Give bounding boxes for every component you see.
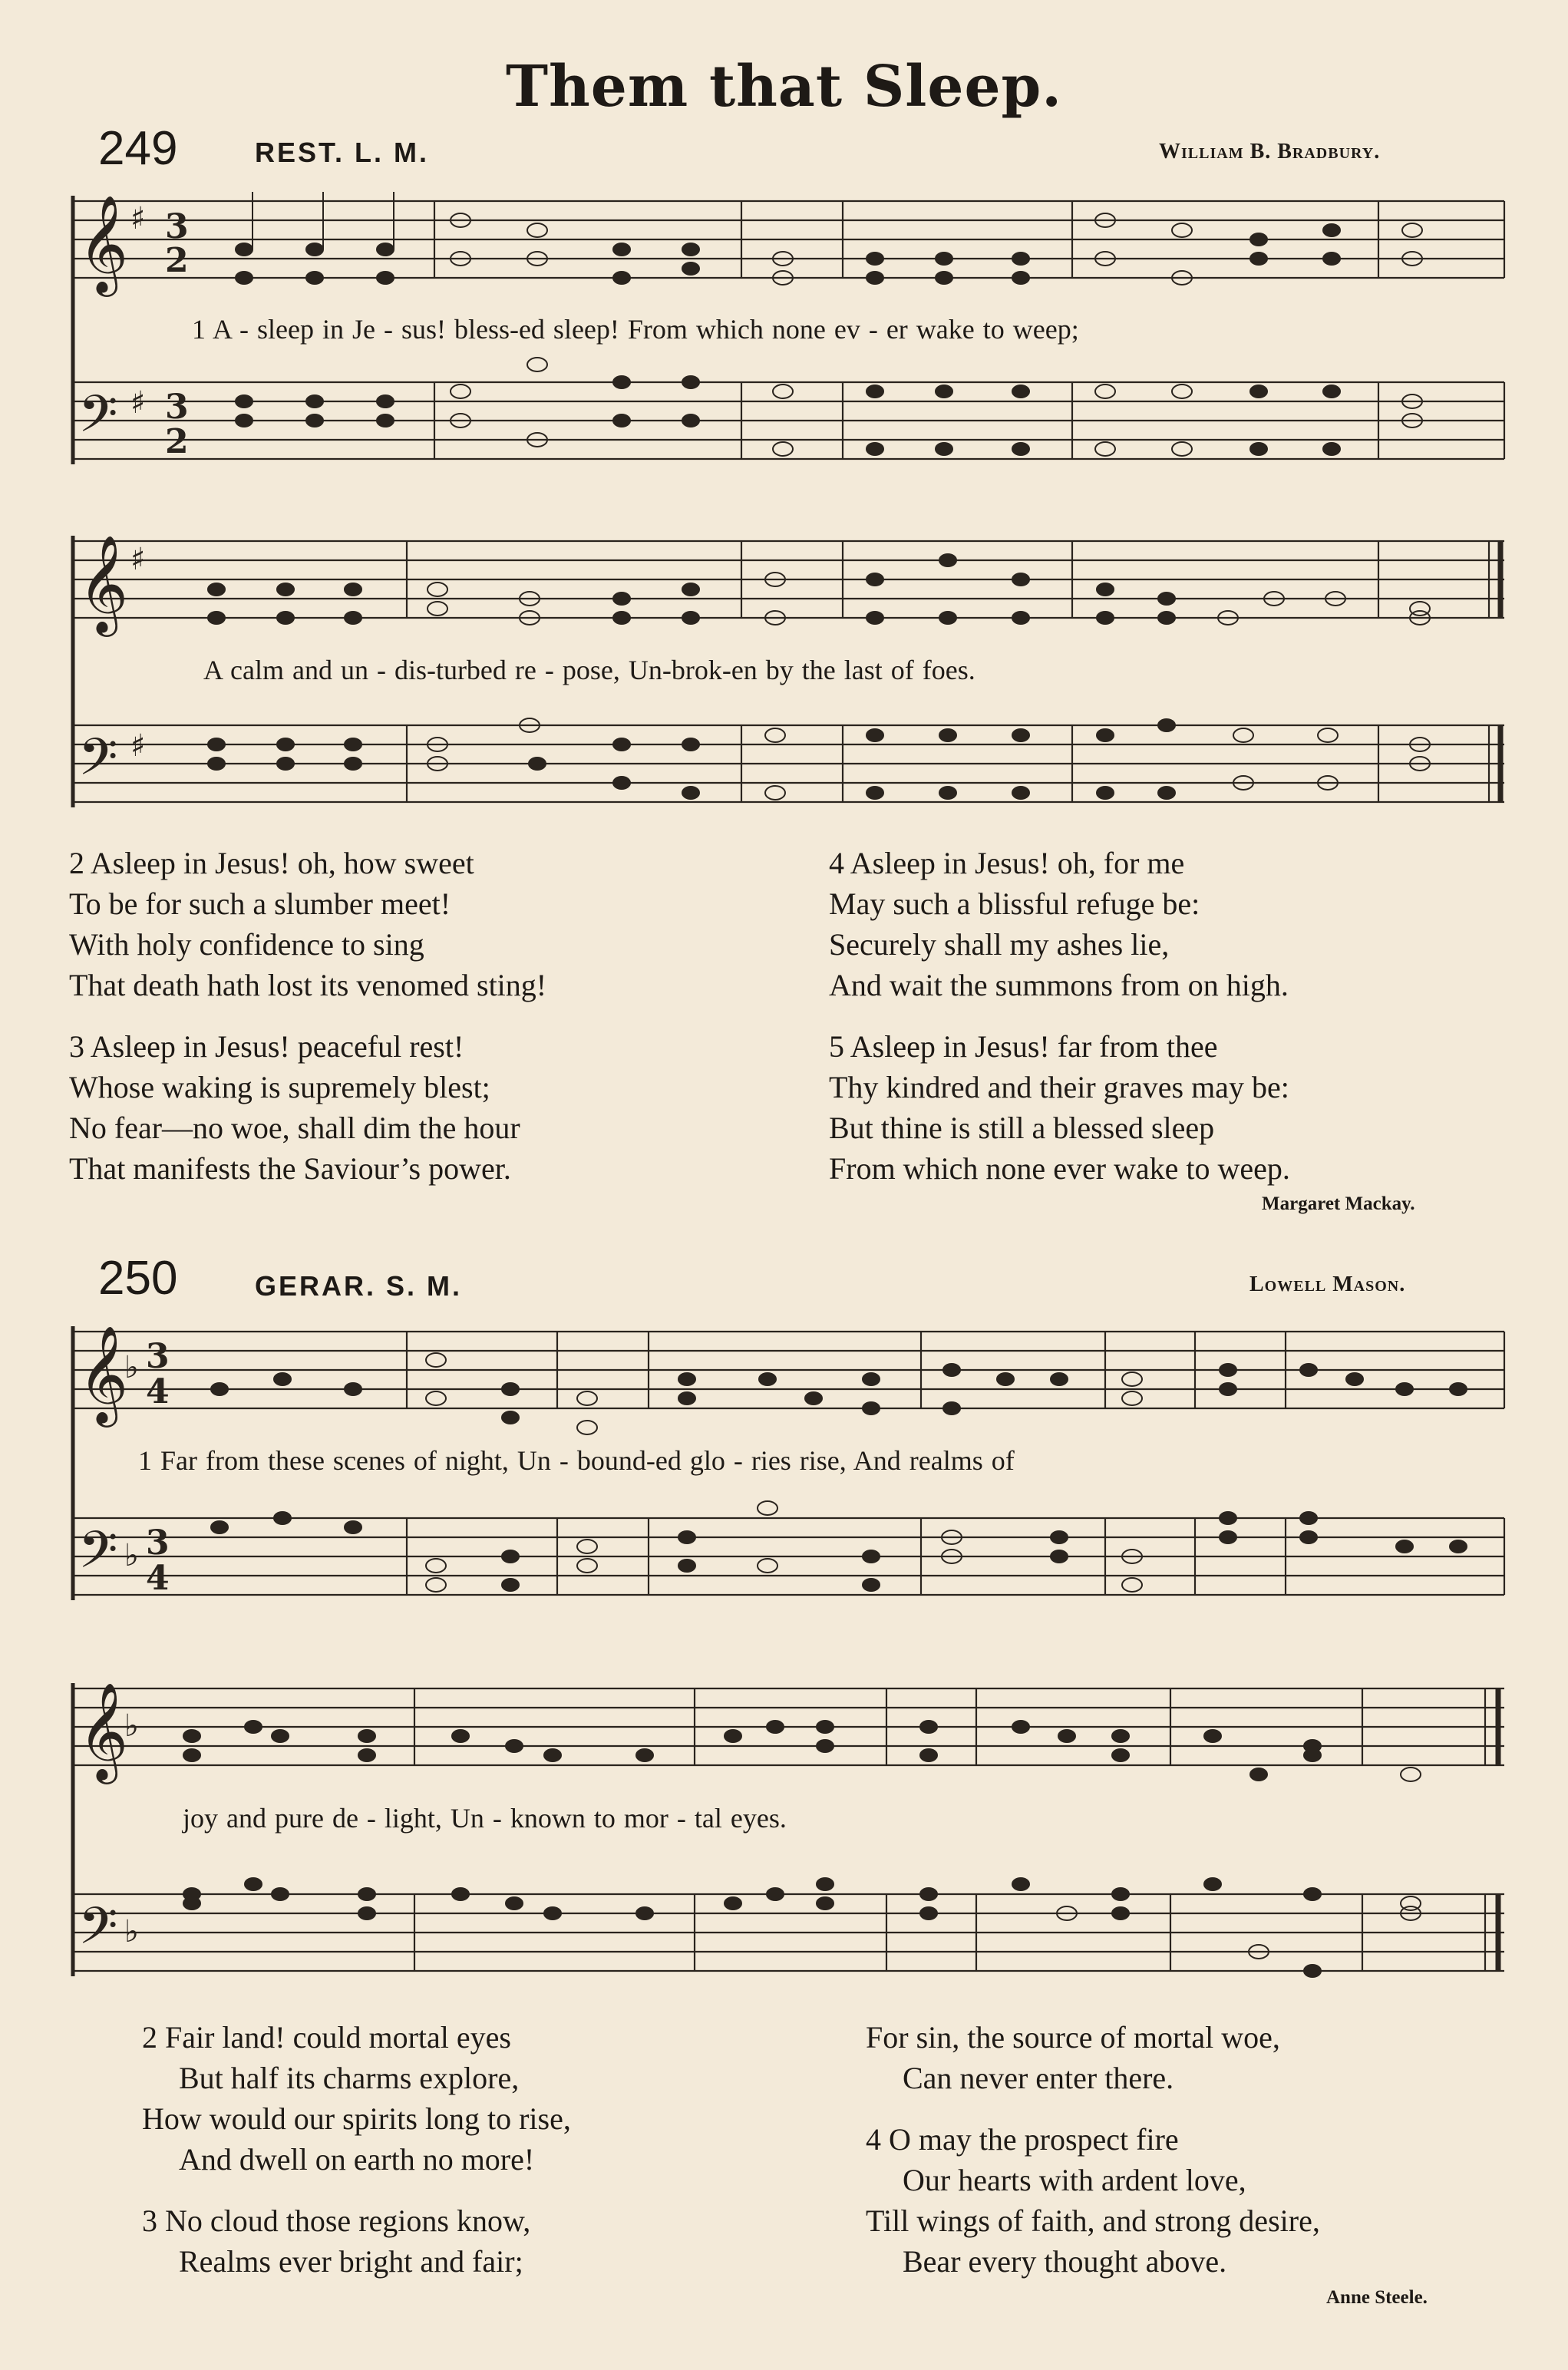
verse-5-line-1: 5 Asleep in Jesus! far from thee [829,1029,1218,1064]
verse-3-line-1: 3 No cloud those regions know, [142,2203,531,2238]
lyric-line-250-1: 1 Far from these scenes of night, Un - bound-ed glo - ries rise, And realms of [138,1445,1015,1476]
svg-text:𝄞: 𝄞 [78,1325,129,1423]
lyric-line-249-1: 1 A - sleep in Je - sus! bless-ed sleep! From which none ev - er wake to weep; [192,314,1079,345]
verse-2-line-3: With holy confidence to sing [69,927,424,962]
verse-3-line-3: No fear—no woe, shall dim the hour [69,1111,520,1145]
verse-4-line-4: And wait the summons from on high. [829,968,1289,1002]
verse-5-line-4: From which none ever wake to weep. [829,1151,1290,1186]
svg-text:♭: ♭ [124,1708,139,1744]
verse-4-line-3: Till wings of faith, and strong desire, [866,2203,1320,2238]
svg-text:𝄞: 𝄞 [78,534,129,632]
verse-2-line-4: That death hath lost its venomed sting! [69,968,547,1002]
svg-text:3: 3 [165,388,189,427]
hymn-number-250: 250 [98,1252,178,1305]
verse-5-line-3: But thine is still a blessed sleep [829,1111,1215,1145]
svg-text:𝄢: 𝄢 [78,1520,118,1592]
verse-2-line-4: And dwell on earth no more! [179,2142,535,2177]
verse-5-line-2: Thy kindred and their graves may be: [829,1070,1289,1104]
svg-text:3: 3 [146,1523,170,1563]
hymn-number-249: 249 [98,122,178,175]
author-249: Margaret Mackay. [1262,1193,1415,1214]
treble-clef-icon: 𝄞 [78,194,129,292]
composer-249: William B. Bradbury. [1159,140,1381,163]
svg-text:3: 3 [146,1337,170,1376]
verse-2-line-2: To be for such a slumber meet! [69,886,451,921]
verse-2-line-1: 2 Asleep in Jesus! oh, how sweet [69,846,474,880]
verse-4-line-2: Our hearts with ardent love, [903,2163,1246,2197]
verse-4-line-1: 4 O may the prospect fire [866,2122,1179,2157]
svg-text:♭: ♭ [124,1914,139,1949]
verse-3-line-2: Realms ever bright and fair; [179,2244,523,2279]
page-title: Them that Sleep. [505,54,1063,120]
svg-text:2: 2 [165,241,189,280]
bass-clef-icon: 𝄢 [78,385,118,456]
verse-3-line-2: Whose waking is supremely blest; [69,1070,490,1104]
svg-text:♯: ♯ [130,728,146,764]
svg-text:♯: ♯ [130,542,146,577]
svg-text:𝄞: 𝄞 [78,1682,129,1780]
tune-name-250: GERAR. S. M. [255,1270,463,1302]
tune-name-249: REST. L. M. [255,137,430,168]
verse-4-line-3: Securely shall my ashes lie, [829,927,1170,962]
verse-block-250-left [142,2017,571,2282]
verse-2-line-3: How would our spirits long to rise, [142,2101,571,2136]
verse-4-line-4: Bear every thought above. [903,2244,1227,2279]
verse-2-line-2: But half its charms explore, [179,2061,520,2095]
composer-250: Lowell Mason. [1249,1272,1406,1296]
svg-text:♭: ♭ [124,1538,139,1573]
author-250: Anne Steele. [1326,2287,1428,2308]
svg-text:𝄢: 𝄢 [78,1896,118,1968]
svg-text:♯: ♯ [130,201,146,236]
svg-text:♯: ♯ [130,385,146,421]
lyric-line-250-2: joy and pure de - light, Un - known to mor - tal eyes. [183,1803,787,1834]
svg-text:4: 4 [146,1559,170,1598]
verse-4-line-2: May such a blissful refuge be: [829,886,1200,921]
svg-text:4: 4 [146,1372,170,1411]
verse-3-line-1: 3 Asleep in Jesus! peaceful rest! [69,1029,464,1064]
verse-3-line-3: For sin, the source of mortal woe, [866,2020,1280,2055]
verse-2-line-1: 2 Fair land! could mortal eyes [142,2020,511,2055]
svg-text:𝄢: 𝄢 [78,728,118,799]
verse-3-line-4: That manifests the Saviour’s power. [69,1151,511,1186]
verse-block-250-right [866,2017,1320,2282]
svg-text:3: 3 [165,207,189,246]
svg-text:♭: ♭ [124,1350,139,1385]
verse-4-line-1: 4 Asleep in Jesus! oh, for me [829,846,1185,880]
verse-3-line-4: Can never enter there. [903,2061,1174,2095]
svg-text:2: 2 [165,422,189,461]
lyric-line-249-2: A calm and un - dis-turbed re - pose, Un-brok-en by the last of foes. [203,655,975,685]
